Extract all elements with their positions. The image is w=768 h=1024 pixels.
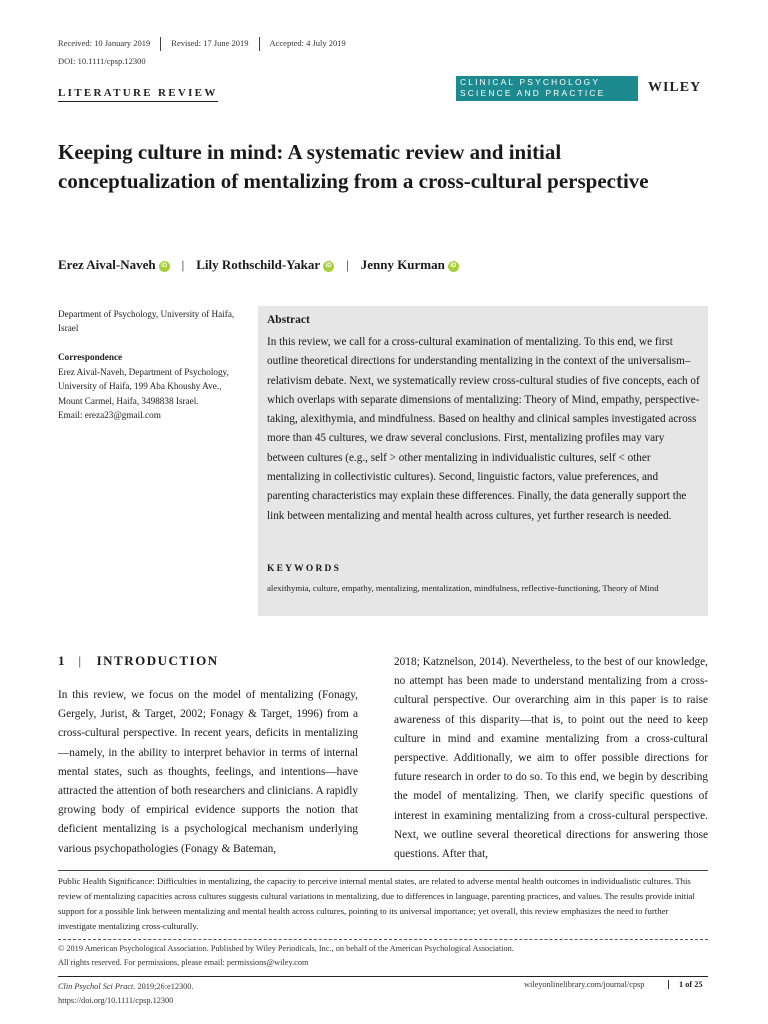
journal-logo-line1: CLINICAL PSYCHOLOGY xyxy=(460,77,601,87)
permissions-line: All rights reserved. For permissions, please email: permissions@wiley.com xyxy=(58,957,309,967)
publisher-logo: WILEY xyxy=(648,80,702,95)
article-type: LITERATURE REVIEW xyxy=(58,87,218,102)
author-name[interactable]: Jenny Kurman xyxy=(360,257,445,272)
copyright-line: © 2019 American Psychological Association. Published by Wiley Periodicals, Inc., on behalf of the American Psychological Association. xyxy=(58,944,514,953)
keywords-title: KEYWORDS xyxy=(267,564,342,574)
journal-logo-line2: SCIENCE AND PRACTICE xyxy=(460,88,606,98)
body-column-left: In this review, we focus on the model of mentalizing (Fonagy, Gergely, Jurist, & Target, 2002; Fonagy & Target, 1996) from a cross-cultural perspective. In recent years, deficits in mentalizing—namely, in the ability to interpret behavior in terms of internal mental states, such as thoughts, feelings, and intentions—have attracted the attention of both researchers and clinicians. A rapidly growing body of empirical evidence supports the notion that deficient mentalizing is a psychological mechanism underlying various psychopathologies (Fonagy & Bateman, xyxy=(58,689,358,855)
section-heading xyxy=(58,653,219,669)
received-date: Received: 10 January 2019 xyxy=(58,37,151,48)
date-divider xyxy=(259,37,260,51)
body-column-right: 2018; Katznelson, 2014). Nevertheless, to the best of our knowledge, no attempt has been made to understand mentalizing from a cross-cultural perspective. Our overarching aim in this paper is to raise awareness of this disparity—that is, to point out the need to keep culture in mind and examine mentalizing from a cross-cultural perspective. Additionally, we aim to offer possible directions for future research in order to do so. To this end, we begin by describing the model of mentalizing. Then, we clarify specific questions of interest in examining mentalizing from a cross-cultural perspective. Next, we outline several theoretical directions for answering those questions. After that, xyxy=(394,656,708,861)
section-divider: | xyxy=(78,653,83,668)
page-number: 1 of 25 xyxy=(668,980,703,989)
section-number: 1 xyxy=(58,653,65,668)
abstract-text: In this review, we call for a cross-cultural examination of mentalizing. To this end, we first outline theoretical directions for understanding mentalizing in the context of the universalism–relativism debate. Next, we systematically review cross-cultural studies of five concepts, each of which overlaps with separate dimensions of mentalizing: Theory of Mind, empathy, perspective-taking, alexithymia, and mindfulness. Based on healthy and clinical samples investigated across more than 45 cultures, we draw several conclusions. First, mentalizing profiles may vary between cultures (e.g., self > other mentalizing in individualistic cultures, self < other mentalizing in collectivistic cultures). Second, linguistic factors, value preferences, and parenting characteristics may explain these differences. Finally, the data generally support the link between mentalizing and mental health across cultures, yet further research is needed. xyxy=(267,336,700,522)
author-list xyxy=(58,257,459,273)
journal-logo xyxy=(456,76,638,101)
paper-title: Keeping culture in mind: A systematic review and initial conceptualization of mentalizing from a cross-cultural perspective xyxy=(58,140,649,193)
footer-doi-link[interactable]: https://doi.org/10.1111/cpsp.12300 xyxy=(58,995,174,1005)
dashed-divider xyxy=(58,939,708,940)
copyright-notice xyxy=(58,942,708,969)
journal-abbreviation: Clin Psychol Sci Pract. xyxy=(58,982,136,991)
footer-rule xyxy=(58,976,708,977)
accepted-date: Accepted: 4 July 2019 xyxy=(269,37,346,48)
affiliation: Department of Psychology, University of Haifa, Israel xyxy=(58,309,235,333)
correspondence xyxy=(58,350,243,423)
journal-website-link[interactable]: wileyonlinelibrary.com/journal/cpsp xyxy=(524,980,645,989)
author-name[interactable]: Lily Rothschild-Yakar xyxy=(196,257,321,272)
doi[interactable]: DOI: 10.1111/cpsp.12300 xyxy=(58,56,146,66)
public-health-significance: Public Health Significance: Difficulties in mentalizing, the capacity to perceive internal mental states, are related to adverse mental health outcomes in individualistic cultures. This review of mentalizing capacities across cultures suggests cultural variations in mentalizing, due to differences in language, parenting practices, and values. The results provide initial support for a possible link between mentalizing and mental health across cultures, pointing to its universal importance; yet overall, this review emphasizes the need to further investigate mentalizing cross-culturally. xyxy=(58,870,708,934)
author-name[interactable]: Erez Aival-Naveh xyxy=(58,257,156,272)
orcid-icon[interactable]: iD xyxy=(448,261,459,272)
revised-date: Revised: 17 June 2019 xyxy=(171,37,249,48)
date-divider xyxy=(160,37,161,51)
article-dates xyxy=(58,37,346,51)
correspondence-email[interactable]: Email: ereza23@gmail.com xyxy=(58,410,161,420)
correspondence-title: Correspondence xyxy=(58,352,123,362)
orcid-icon[interactable]: iD xyxy=(323,261,334,272)
keywords-list: alexithymia, culture, empathy, mentalizing, mentalization, mindfulness, reflective-functioning, Theory of Mind xyxy=(267,583,659,593)
abstract-title: Abstract xyxy=(267,314,310,326)
orcid-icon[interactable]: iD xyxy=(159,261,170,272)
author-divider: | xyxy=(181,257,185,272)
correspondence-address: Erez Aival-Naveh, Department of Psychology, University of Haifa, 199 Aba Khoushy Ave., Mount Carmel, Haifa, 3498838 Israel. xyxy=(58,366,229,406)
author-divider: | xyxy=(346,257,349,272)
section-title: INTRODUCTION xyxy=(96,653,219,668)
citation-details: 2019;26:e12300. xyxy=(135,982,194,991)
footer-citation xyxy=(58,980,194,1007)
